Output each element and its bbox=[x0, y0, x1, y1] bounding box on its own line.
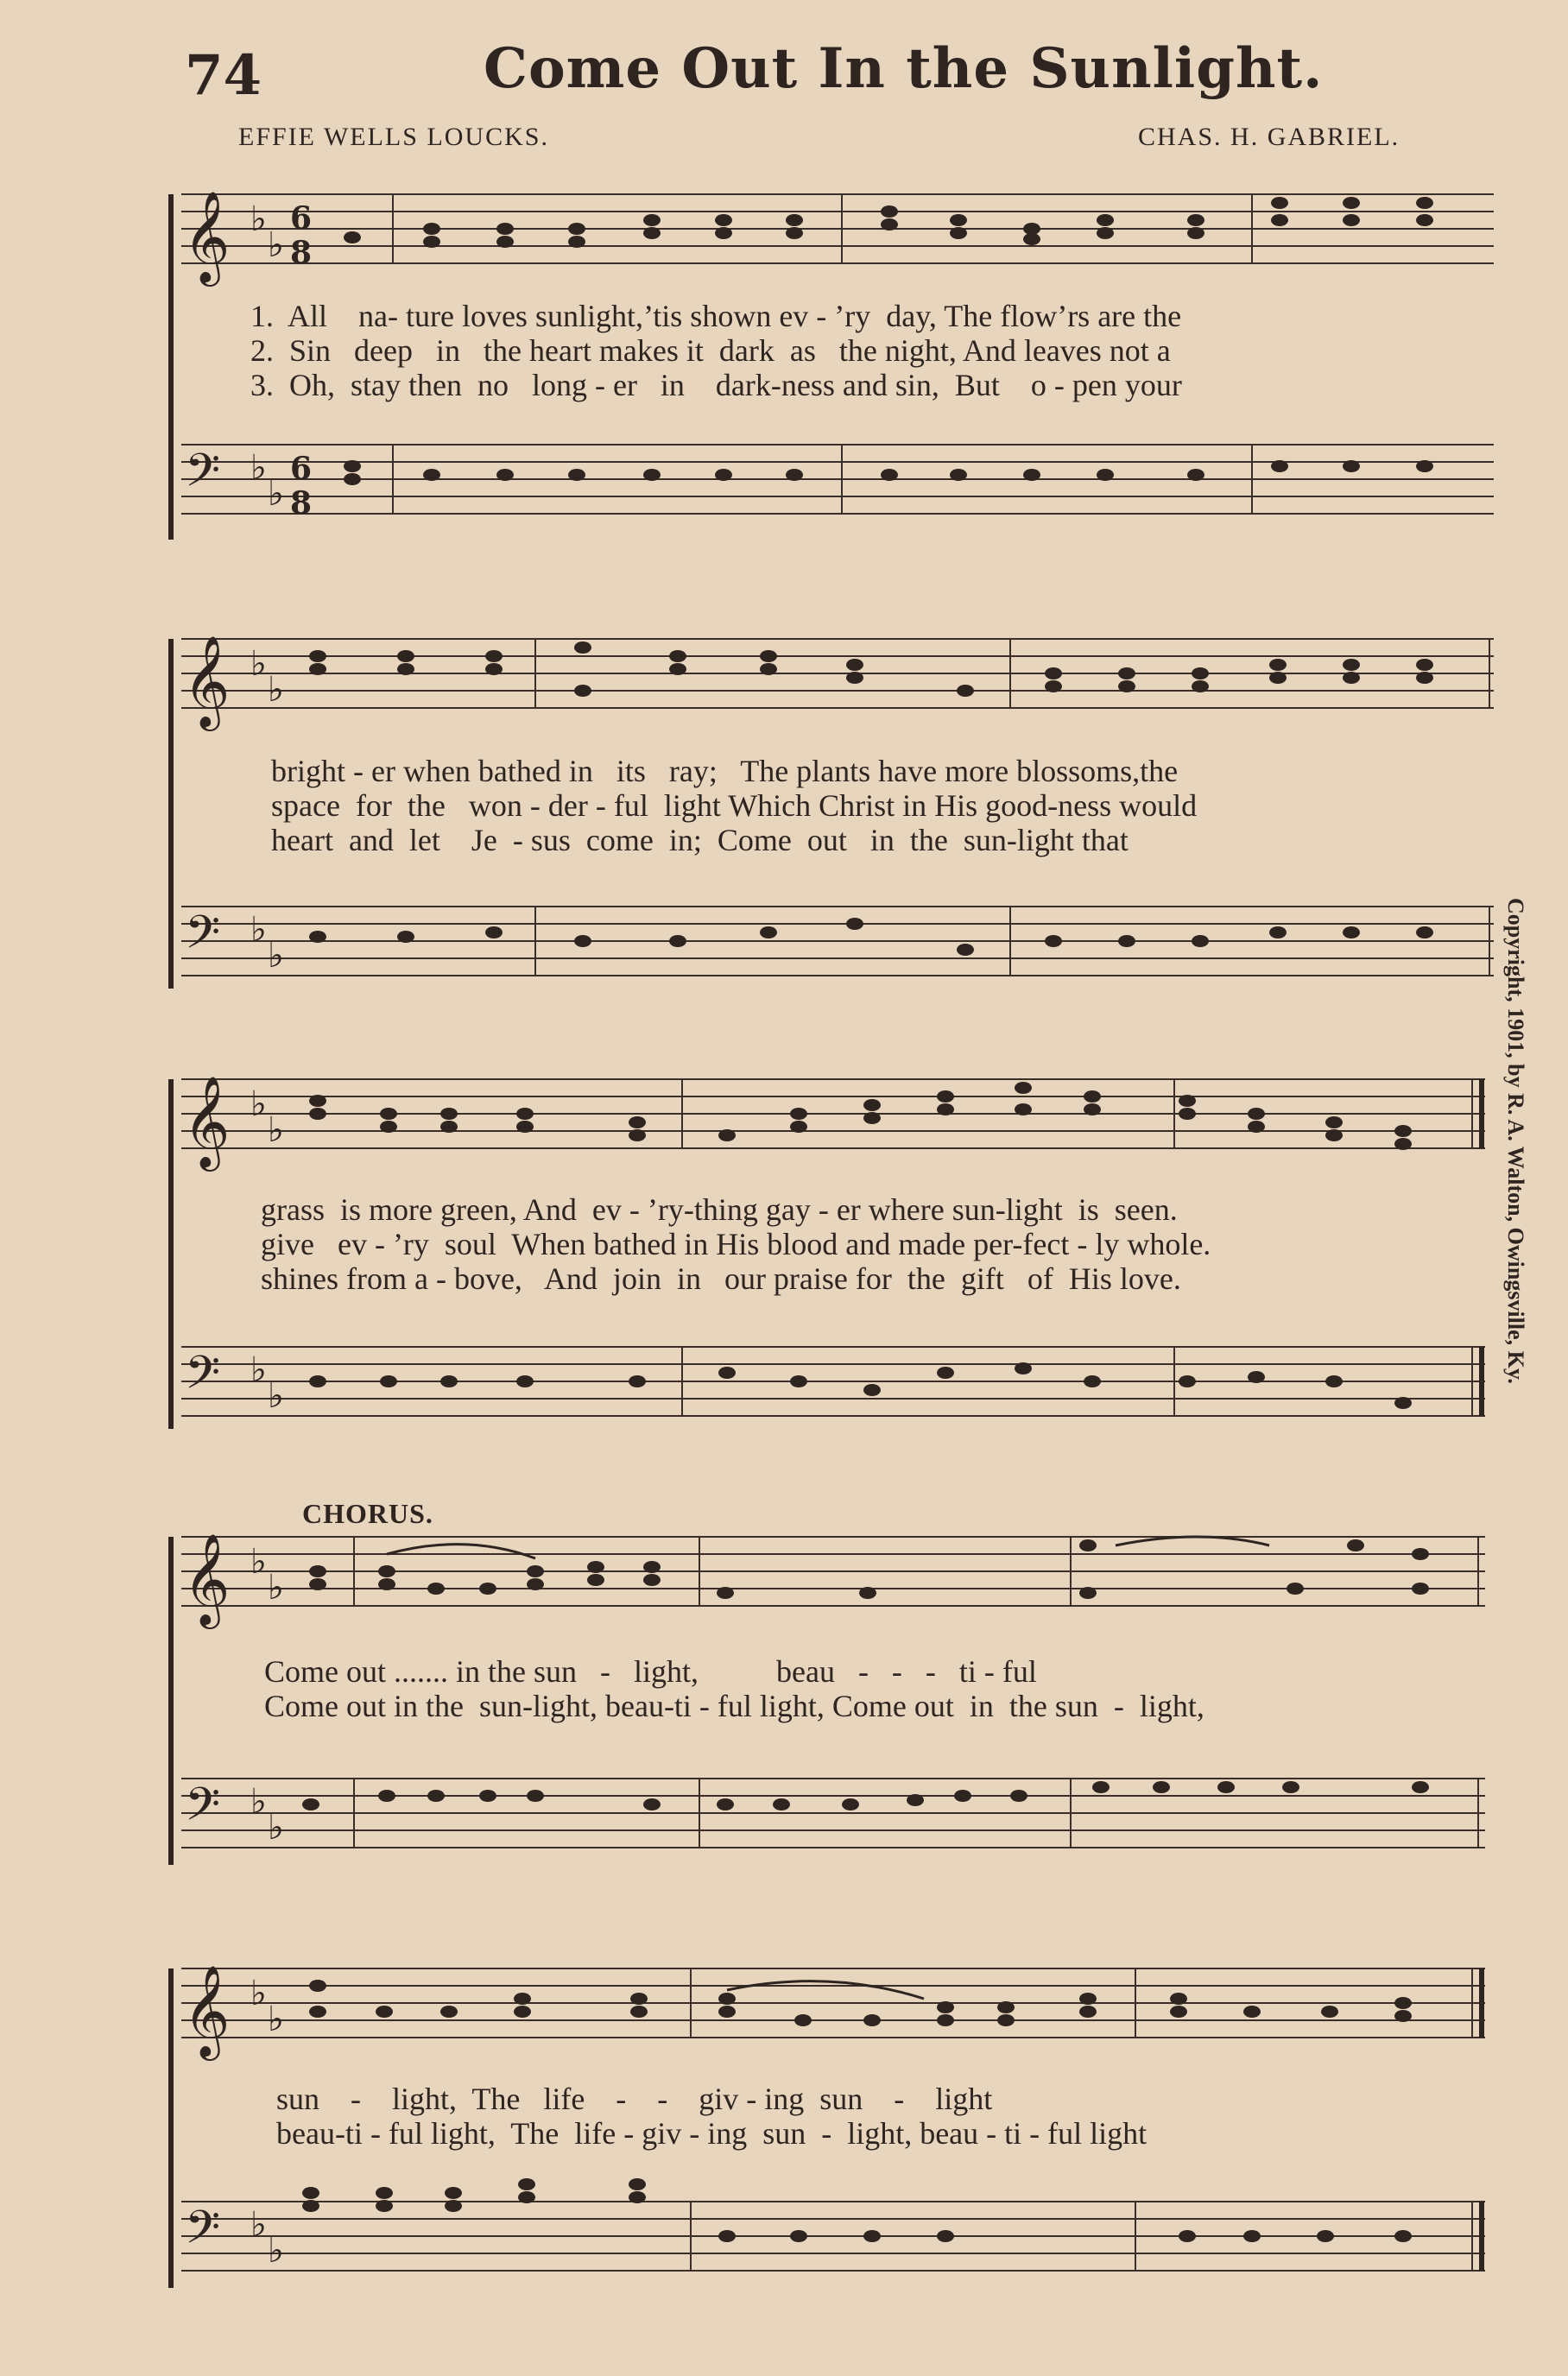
lyrics-verse-2: space for the won - der - ful light Which Christ in His good-ness would bbox=[271, 788, 1198, 823]
svg-text:♭: ♭ bbox=[268, 936, 284, 976]
bass-staff bbox=[181, 445, 1494, 514]
svg-text:8: 8 bbox=[290, 235, 313, 271]
lyrics-verse-3: shines from a - bove, And join in our praise for the gift of His love. bbox=[261, 1261, 1181, 1296]
svg-text:♭: ♭ bbox=[268, 2000, 284, 2039]
svg-text:♭: ♭ bbox=[250, 644, 267, 684]
svg-text:6: 6 bbox=[290, 200, 313, 237]
svg-text:♭: ♭ bbox=[250, 2205, 267, 2245]
lyrics-verse-2: 2. Sin deep in the heart makes it dark as the night, And leaves not a bbox=[250, 333, 1171, 368]
svg-text:♭: ♭ bbox=[250, 448, 267, 488]
copyright-text: Copyright, 1901, by R. A. Walton, Owingsville, Ky. bbox=[1503, 898, 1528, 1384]
lyrics-echo: beau-ti - ful light, The life - giv - ing sun - light, beau - ti - ful light bbox=[276, 2116, 1148, 2151]
lyrics-verse-1: 1. All na- ture loves sunlight,’tis shown ev - ’ry day, The flow’rs are the bbox=[250, 299, 1182, 333]
svg-text:♭: ♭ bbox=[268, 1568, 284, 1608]
svg-text:♭: ♭ bbox=[250, 1974, 267, 2013]
bass-clef-icon: 𝄢 bbox=[185, 1779, 221, 1842]
svg-text:♭: ♭ bbox=[268, 2231, 284, 2271]
page-number: 74 bbox=[185, 43, 262, 108]
lyrics-verse-3: heart and let Je - sus come in; Come out in the sun-light that bbox=[271, 823, 1129, 857]
bass-clef-icon: 𝄢 bbox=[185, 445, 221, 509]
svg-text:8: 8 bbox=[290, 485, 313, 521]
svg-text:♭: ♭ bbox=[250, 1542, 267, 1582]
lyrics-verse-2: give ev - ’ry soul When bathed in His blood and made per-fect - ly whole. bbox=[261, 1227, 1211, 1261]
svg-text:♭: ♭ bbox=[268, 1808, 284, 1848]
treble-clef-icon: 𝄞 bbox=[183, 190, 231, 282]
treble-clef-icon: 𝄞 bbox=[183, 1964, 231, 2057]
lyrics-verse-1: bright - er when bathed in its ray; The plants have more blossoms,the bbox=[271, 754, 1179, 788]
bass-clef-icon: 𝄢 bbox=[185, 1347, 221, 1411]
svg-text:♭: ♭ bbox=[268, 225, 284, 265]
lyrics-verse-1: grass is more green, And ev - ’ry-thing gay - er where sun-light is seen. bbox=[261, 1192, 1178, 1227]
hymn-title: Come Out In the Sunlight. bbox=[484, 36, 1324, 101]
bass-clef-icon: 𝄢 bbox=[185, 907, 221, 970]
chorus-lyrics-echo: Come out in the sun-light, beau-ti - ful light, Come out in the sun - light, bbox=[264, 1689, 1204, 1723]
chorus-lyrics-melody: Come out ....... in the sun - light, beau - - - ti - ful bbox=[264, 1654, 1037, 1689]
svg-text:♭: ♭ bbox=[268, 670, 284, 710]
svg-text:♭: ♭ bbox=[250, 1350, 267, 1390]
chorus-label: CHORUS. bbox=[302, 1498, 433, 1529]
bass-clef-icon: 𝄢 bbox=[185, 2202, 221, 2265]
svg-text:♭: ♭ bbox=[250, 910, 267, 950]
svg-text:♭: ♭ bbox=[250, 1782, 267, 1822]
svg-text:6: 6 bbox=[290, 451, 313, 487]
lyrics-verse-3: 3. Oh, stay then no long - er in dark-ness and sin, But o - pen your bbox=[250, 368, 1182, 402]
lyrics-melody: sun - light, The life - - giv - ing sun - light bbox=[276, 2082, 993, 2116]
treble-staff bbox=[181, 194, 1494, 263]
svg-text:♭: ♭ bbox=[268, 1110, 284, 1150]
treble-clef-icon: 𝄞 bbox=[183, 1532, 231, 1625]
lyricist-credit: EFFIE WELLS LOUCKS. bbox=[238, 123, 549, 151]
svg-text:♭: ♭ bbox=[250, 199, 267, 239]
copyright-notice bbox=[1502, 898, 1537, 1450]
treble-clef-icon: 𝄞 bbox=[183, 635, 231, 727]
svg-text:♭: ♭ bbox=[268, 474, 284, 514]
treble-clef-icon: 𝄞 bbox=[183, 1075, 231, 1167]
svg-text:♭: ♭ bbox=[250, 1084, 267, 1124]
svg-text:♭: ♭ bbox=[268, 1376, 284, 1416]
composer-credit: CHAS. H. GABRIEL. bbox=[1138, 123, 1400, 151]
